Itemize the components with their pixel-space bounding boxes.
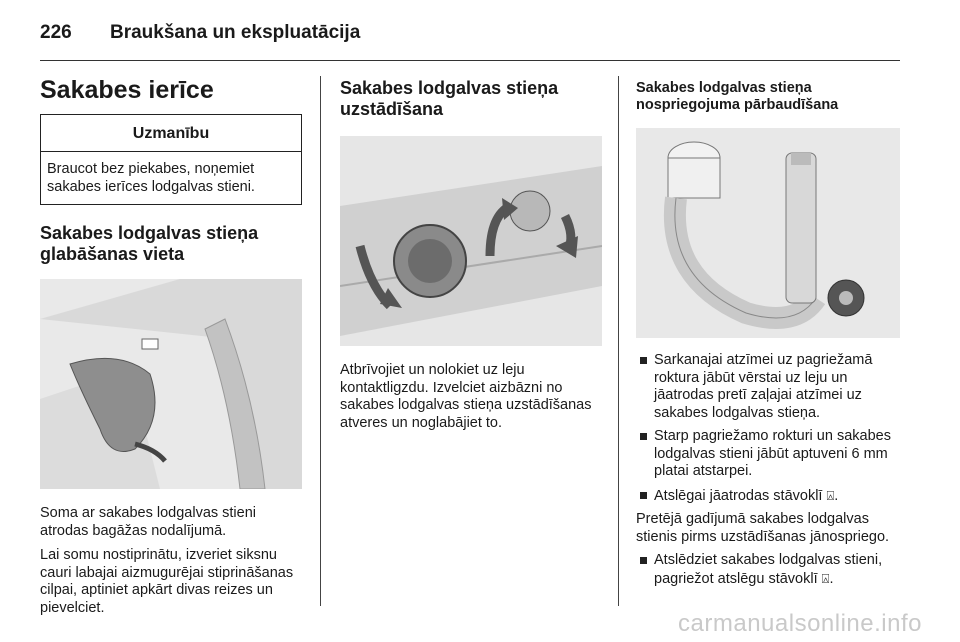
column-3 (636, 72, 900, 594)
lock-open-icon: ⍓ (821, 570, 830, 586)
list-item: Atslēgai jāatrodas stāvoklī ⍓. (636, 487, 900, 506)
checklist (636, 352, 900, 505)
section-title-install: Sakabes lodgalvas stieņa uzstādīšana (340, 78, 559, 119)
storage-text-2: Lai somu nostiprinātu, izveriet siksnu cauri labajai aizmugurējai stiprināšanas cilpai, aptiniet apkārt divas reizes un pievelciet. (40, 547, 294, 616)
warning-title: Uzmanību (41, 115, 301, 152)
install-text: Atbrīvojiet un nolokiet uz leju kontaktligzdu. Izvelciet aizbāzni no sakabes lodgalvas stieņa uzstādīšanas atveres un noglabājiet to. (340, 362, 592, 431)
section-title-tension: Sakabes lodgalvas stieņa nospriegojuma pārbaudīšana (636, 80, 839, 113)
chapter-title: Braukšana un ekspluatācija (110, 22, 361, 43)
lock-closed-icon: ⍓ (826, 487, 835, 503)
page-title: Sakabes ierīce (40, 76, 214, 104)
column-1 (40, 72, 302, 617)
list-item: Atslēdziet sakabes lodgalvas stieni, pagriežot atslēgu stāvoklī ⍓. (636, 552, 900, 588)
page-number: 226 (40, 22, 72, 43)
towbar-illustration (636, 128, 900, 338)
tension-text: Pretējā gadījumā sakabes lodgalvas stienis pirms uzstādīšanas jānospriego. (636, 511, 890, 545)
column-divider (618, 76, 619, 606)
warning-box (40, 114, 302, 205)
storage-illustration (40, 279, 302, 489)
list-item: Starp pagriežamo rokturi un sakabes lodgalvas stieni jābūt aptuveni 6 mm platai atstarpei. (636, 428, 900, 481)
install-illustration (340, 136, 602, 346)
header-rule (40, 60, 900, 61)
page-header (40, 22, 360, 44)
storage-text-1: Soma ar sakabes lodgalvas stieni atrodas bagāžas nodalījumā. (40, 505, 257, 539)
watermark: carmanualsonline.info (678, 610, 922, 637)
warning-text: Braucot bez piekabes, noņemiet sakabes ierīces lodgalvas stieni. (47, 161, 255, 195)
list-item: Sarkanajai atzīmei uz pagriežamā roktura jābūt vērstai uz leju un jāatrodas pretī zaļajai atzīmei uz sakabes lodgalvas stieņa. (636, 352, 900, 422)
column-divider (320, 76, 321, 606)
section-title-storage: Sakabes lodgalvas stieņa glabāšanas vieta (40, 223, 259, 264)
column-2 (340, 72, 602, 432)
